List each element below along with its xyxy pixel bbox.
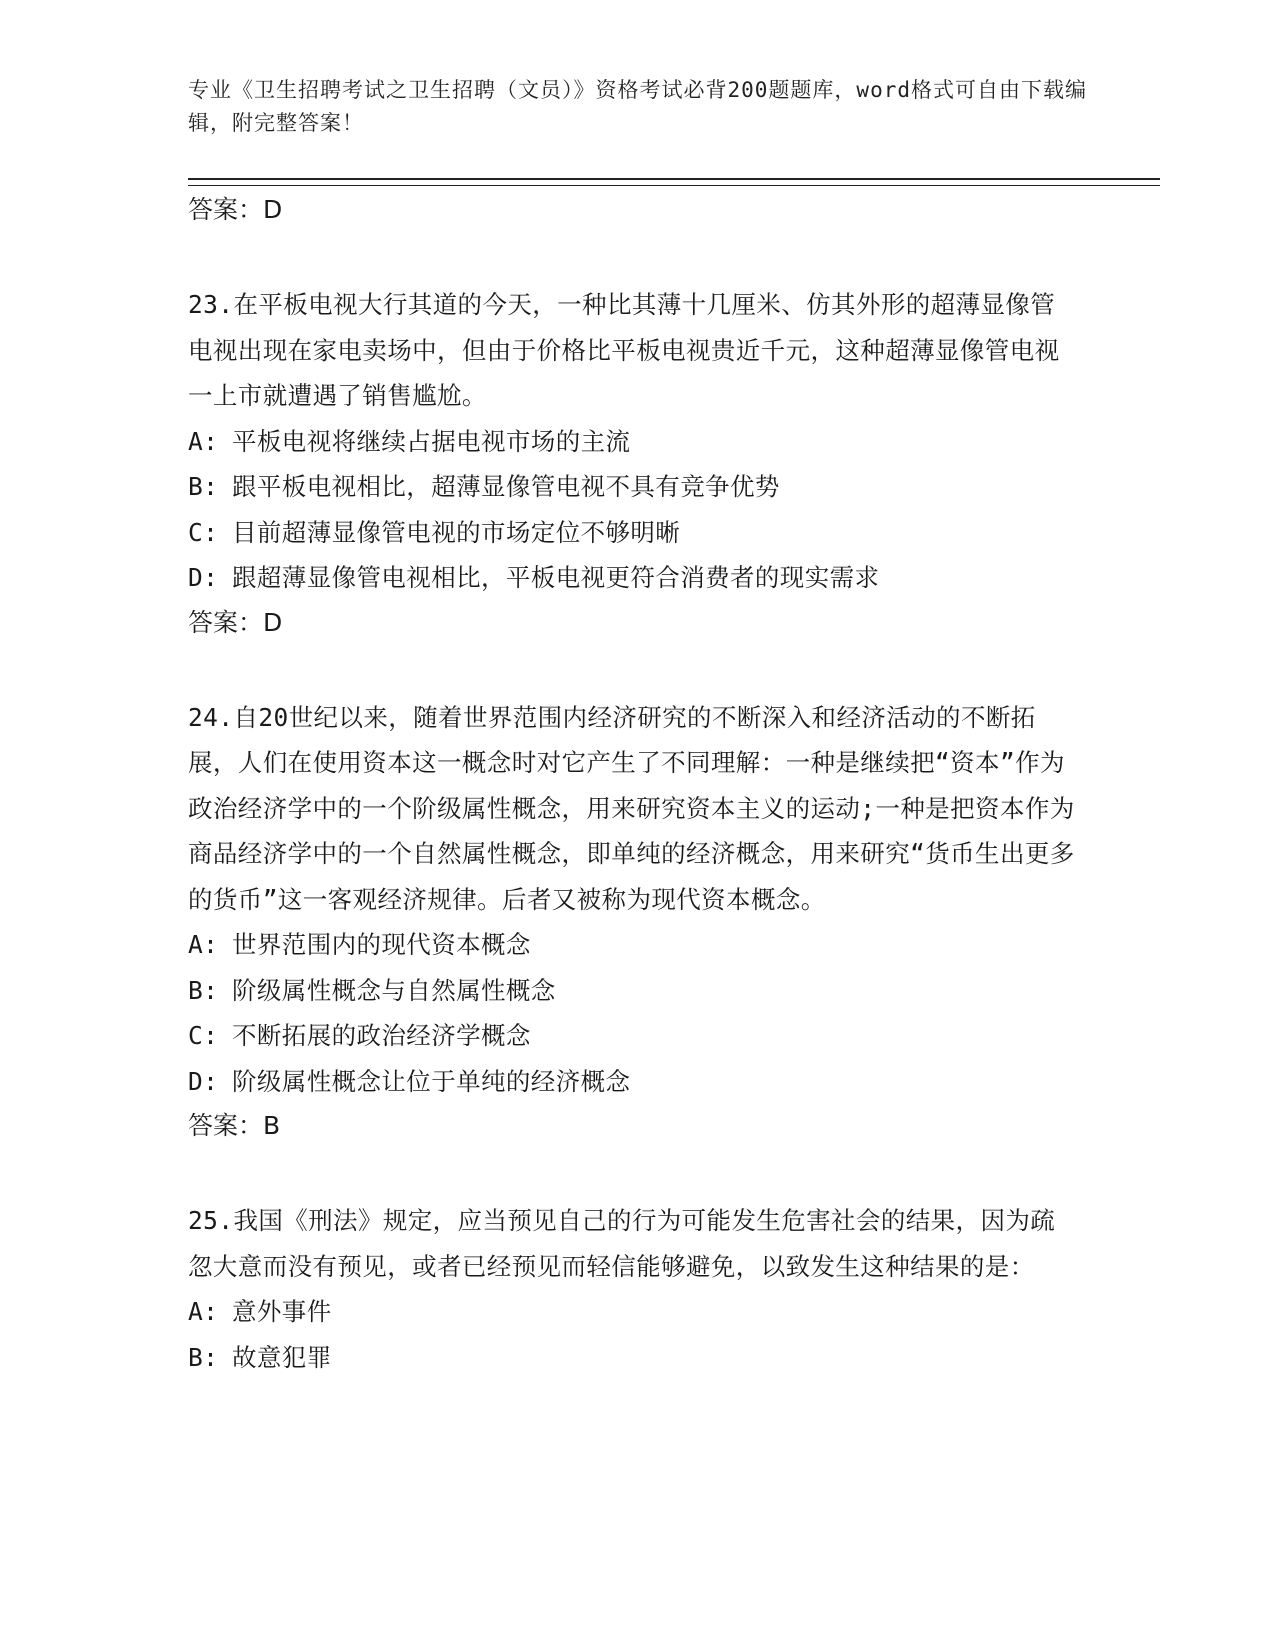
option-c: [188, 510, 1078, 556]
option-letter: A:: [188, 930, 219, 959]
option-a: [188, 922, 1078, 968]
option-letter: B:: [188, 1342, 219, 1372]
option-letter: A:: [188, 1297, 219, 1326]
option-d: [188, 1059, 1078, 1105]
option-letter: B:: [188, 975, 219, 1005]
question-text: 25.我国《刑法》规定，应当预见自己的行为可能发生危害社会的结果，因为疏忽大意而没有预见，或者已经预见而轻信能够避免，以致发生这种结果的是：: [188, 1206, 1056, 1281]
option-text: 阶级属性概念让位于单纯的经济概念: [232, 1066, 631, 1096]
option-text: 跟平板电视相比，超薄显像管电视不具有竞争优势: [232, 472, 780, 501]
option-letter: A:: [188, 426, 219, 456]
question-text: 23.在平板电视大行其道的今天，一种比其薄十几厘米、仿其外形的超薄显像管电视出现在家电卖场中，但由于价格比平板电视贵近千元，这种超薄显像管电视一上市就遭遇了销售尴尬。: [188, 290, 1060, 410]
question-text: 24.自20世纪以来，随着世界范围内经济研究的不断深入和经济活动的不断拓展，人们在使用资本这一概念时对它产生了不同理解：一种是继续把“资本”作为政治经济学中的一个阶级属性概念，用来研究资本主义的运动;一种是把资本作为商品经济学中的一个自然属性概念，即单纯的经济概念，用来研究“货币生出更多的货币”这一客观经济规律。后者又被称为现代资本概念。: [188, 702, 1075, 914]
option-text: 意外事件: [232, 1297, 332, 1326]
option-b: [188, 464, 1078, 510]
option-letter: D:: [188, 1066, 219, 1096]
question-25: [188, 1198, 1078, 1380]
option-d: [188, 555, 1078, 601]
option-text: 目前超薄显像管电视的市场定位不够明晰: [232, 517, 681, 547]
question-23: [188, 282, 1078, 645]
option-text: 阶级属性概念与自然属性概念: [232, 975, 556, 1005]
header-text: 专业《卫生招聘考试之卫生招聘（文员）》资格考试必背200题题库，word格式可自由下载编辑，附完整答案！: [188, 78, 1087, 135]
option-text: 不断拓展的政治经济学概念: [232, 1021, 531, 1050]
option-text: 世界范围内的现代资本概念: [232, 930, 531, 959]
option-a: [188, 1289, 1078, 1335]
option-b: [188, 968, 1078, 1014]
header-divider: [188, 178, 1160, 186]
option-letter: C:: [188, 517, 219, 547]
option-b: [188, 1335, 1078, 1381]
option-text: 跟超薄显像管电视相比，平板电视更符合消费者的现实需求: [232, 563, 880, 592]
option-letter: B:: [188, 472, 219, 501]
option-text: 故意犯罪: [232, 1342, 332, 1372]
answer-line: 答案：D: [188, 607, 283, 637]
option-a: [188, 419, 1078, 465]
document-body: [188, 188, 1078, 1380]
option-letter: C:: [188, 1021, 219, 1050]
answer-line: 答案：D: [188, 195, 283, 224]
answer-line: 答案：B: [188, 1111, 281, 1140]
option-letter: D:: [188, 563, 219, 592]
question-24: [188, 695, 1078, 1149]
option-text: 平板电视将继续占据电视市场的主流: [232, 426, 631, 456]
document-header: [188, 74, 1088, 140]
option-c: [188, 1013, 1078, 1059]
